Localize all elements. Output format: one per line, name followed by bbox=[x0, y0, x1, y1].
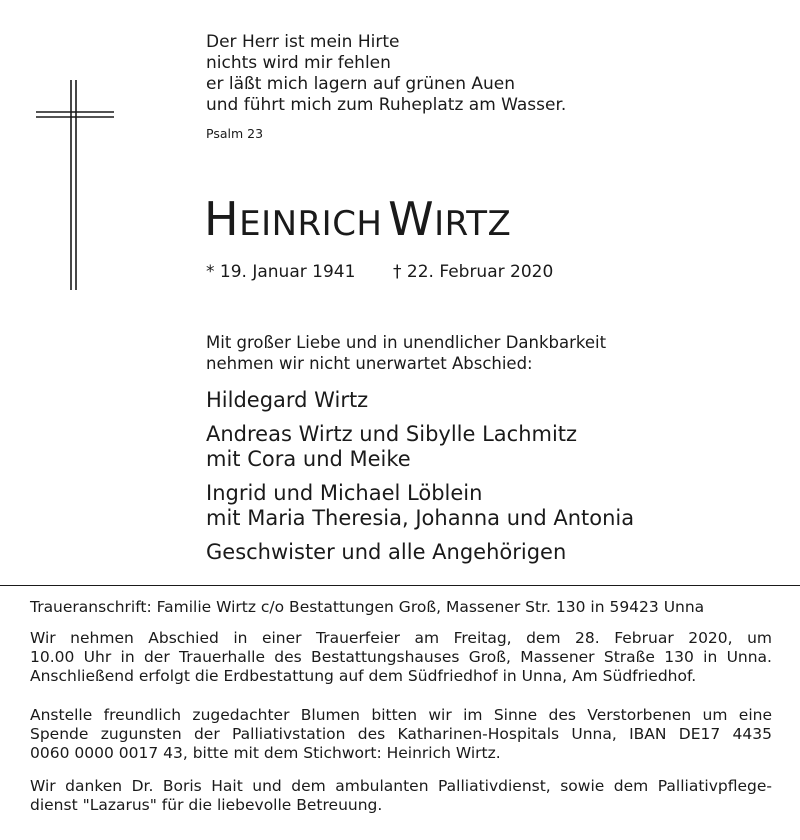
psalm-quote bbox=[206, 32, 566, 116]
donation-line: Anstelle freundlich zugedachter Blumen bitten wir im Sinne des Verstorbenen um eine bbox=[30, 706, 772, 724]
name-rest: EINRICH bbox=[239, 204, 383, 244]
psalm-line: nichts wird mir fehlen bbox=[206, 53, 391, 73]
psalm-line: er läßt mich lagern auf grünen Auen bbox=[206, 74, 516, 94]
donation-paragraph bbox=[30, 706, 772, 763]
intro-line: nehmen wir nicht unerwartet Abschied: bbox=[206, 354, 533, 373]
donation-line: Spende zugunsten der Palliativstation des Katharinen-Hospitals Unna, IBAN DE17 4435 bbox=[30, 725, 772, 743]
death-date: † 22. Februar 2020 bbox=[393, 262, 554, 282]
mourner-line: Geschwister und alle Angehörigen bbox=[206, 540, 567, 564]
mourner-line: mit Maria Theresia, Johanna und Antonia bbox=[206, 506, 635, 530]
birth-date: * 19. Januar 1941 bbox=[206, 262, 356, 282]
psalm-line: und führt mich zum Ruheplatz am Wasser. bbox=[206, 95, 567, 115]
ceremony-line: 10.00 Uhr in der Trauerhalle des Bestattungshauses Groß, Massener Straße 130 in Unna. bbox=[30, 648, 772, 666]
funeral-address bbox=[30, 598, 772, 617]
ceremony-line: Anschließend erfolgt die Erdbestattung auf dem Südfriedhof in Unna, Am Südfriedhof. bbox=[30, 667, 697, 685]
cross-icon bbox=[36, 80, 114, 290]
donation-line: 0060 0000 0017 43, bitte mit dem Stichwort: Heinrich Wirtz. bbox=[30, 744, 501, 762]
mourner-line: Ingrid und Michael Löblein bbox=[206, 481, 483, 505]
name-rest: IRTZ bbox=[434, 204, 512, 244]
mourner-line: Hildegard Wirtz bbox=[206, 388, 369, 412]
thanks-line: Wir danken Dr. Boris Hait und dem ambulanten Palliativdienst, sowie dem Palliativpflege- bbox=[30, 777, 772, 795]
deceased-name bbox=[204, 192, 511, 246]
intro-line: Mit großer Liebe und in unendlicher Dankbarkeit bbox=[206, 333, 607, 352]
psalm-line: Der Herr ist mein Hirte bbox=[206, 32, 400, 52]
mourner-line: Andreas Wirtz und Sibylle Lachmitz bbox=[206, 422, 578, 446]
divider bbox=[0, 585, 800, 586]
ceremony-line: Wir nehmen Abschied in einer Trauerfeier am Freitag, dem 28. Februar 2020, um bbox=[30, 629, 772, 647]
name-initial: H bbox=[204, 192, 240, 246]
psalm-reference: Psalm 23 bbox=[206, 126, 264, 141]
thanks-line: dienst "Lazarus" für die liebevolle Betreuung. bbox=[30, 796, 383, 814]
thanks-paragraph bbox=[30, 777, 772, 815]
mourner-line: mit Cora und Meike bbox=[206, 447, 411, 471]
intro-text bbox=[206, 332, 606, 374]
name-initial: W bbox=[388, 192, 435, 246]
address-line: Traueranschrift: Familie Wirtz c/o Bestattungen Groß, Massener Str. 130 in 59423 Unna bbox=[30, 598, 705, 616]
ceremony-paragraph bbox=[30, 629, 772, 686]
